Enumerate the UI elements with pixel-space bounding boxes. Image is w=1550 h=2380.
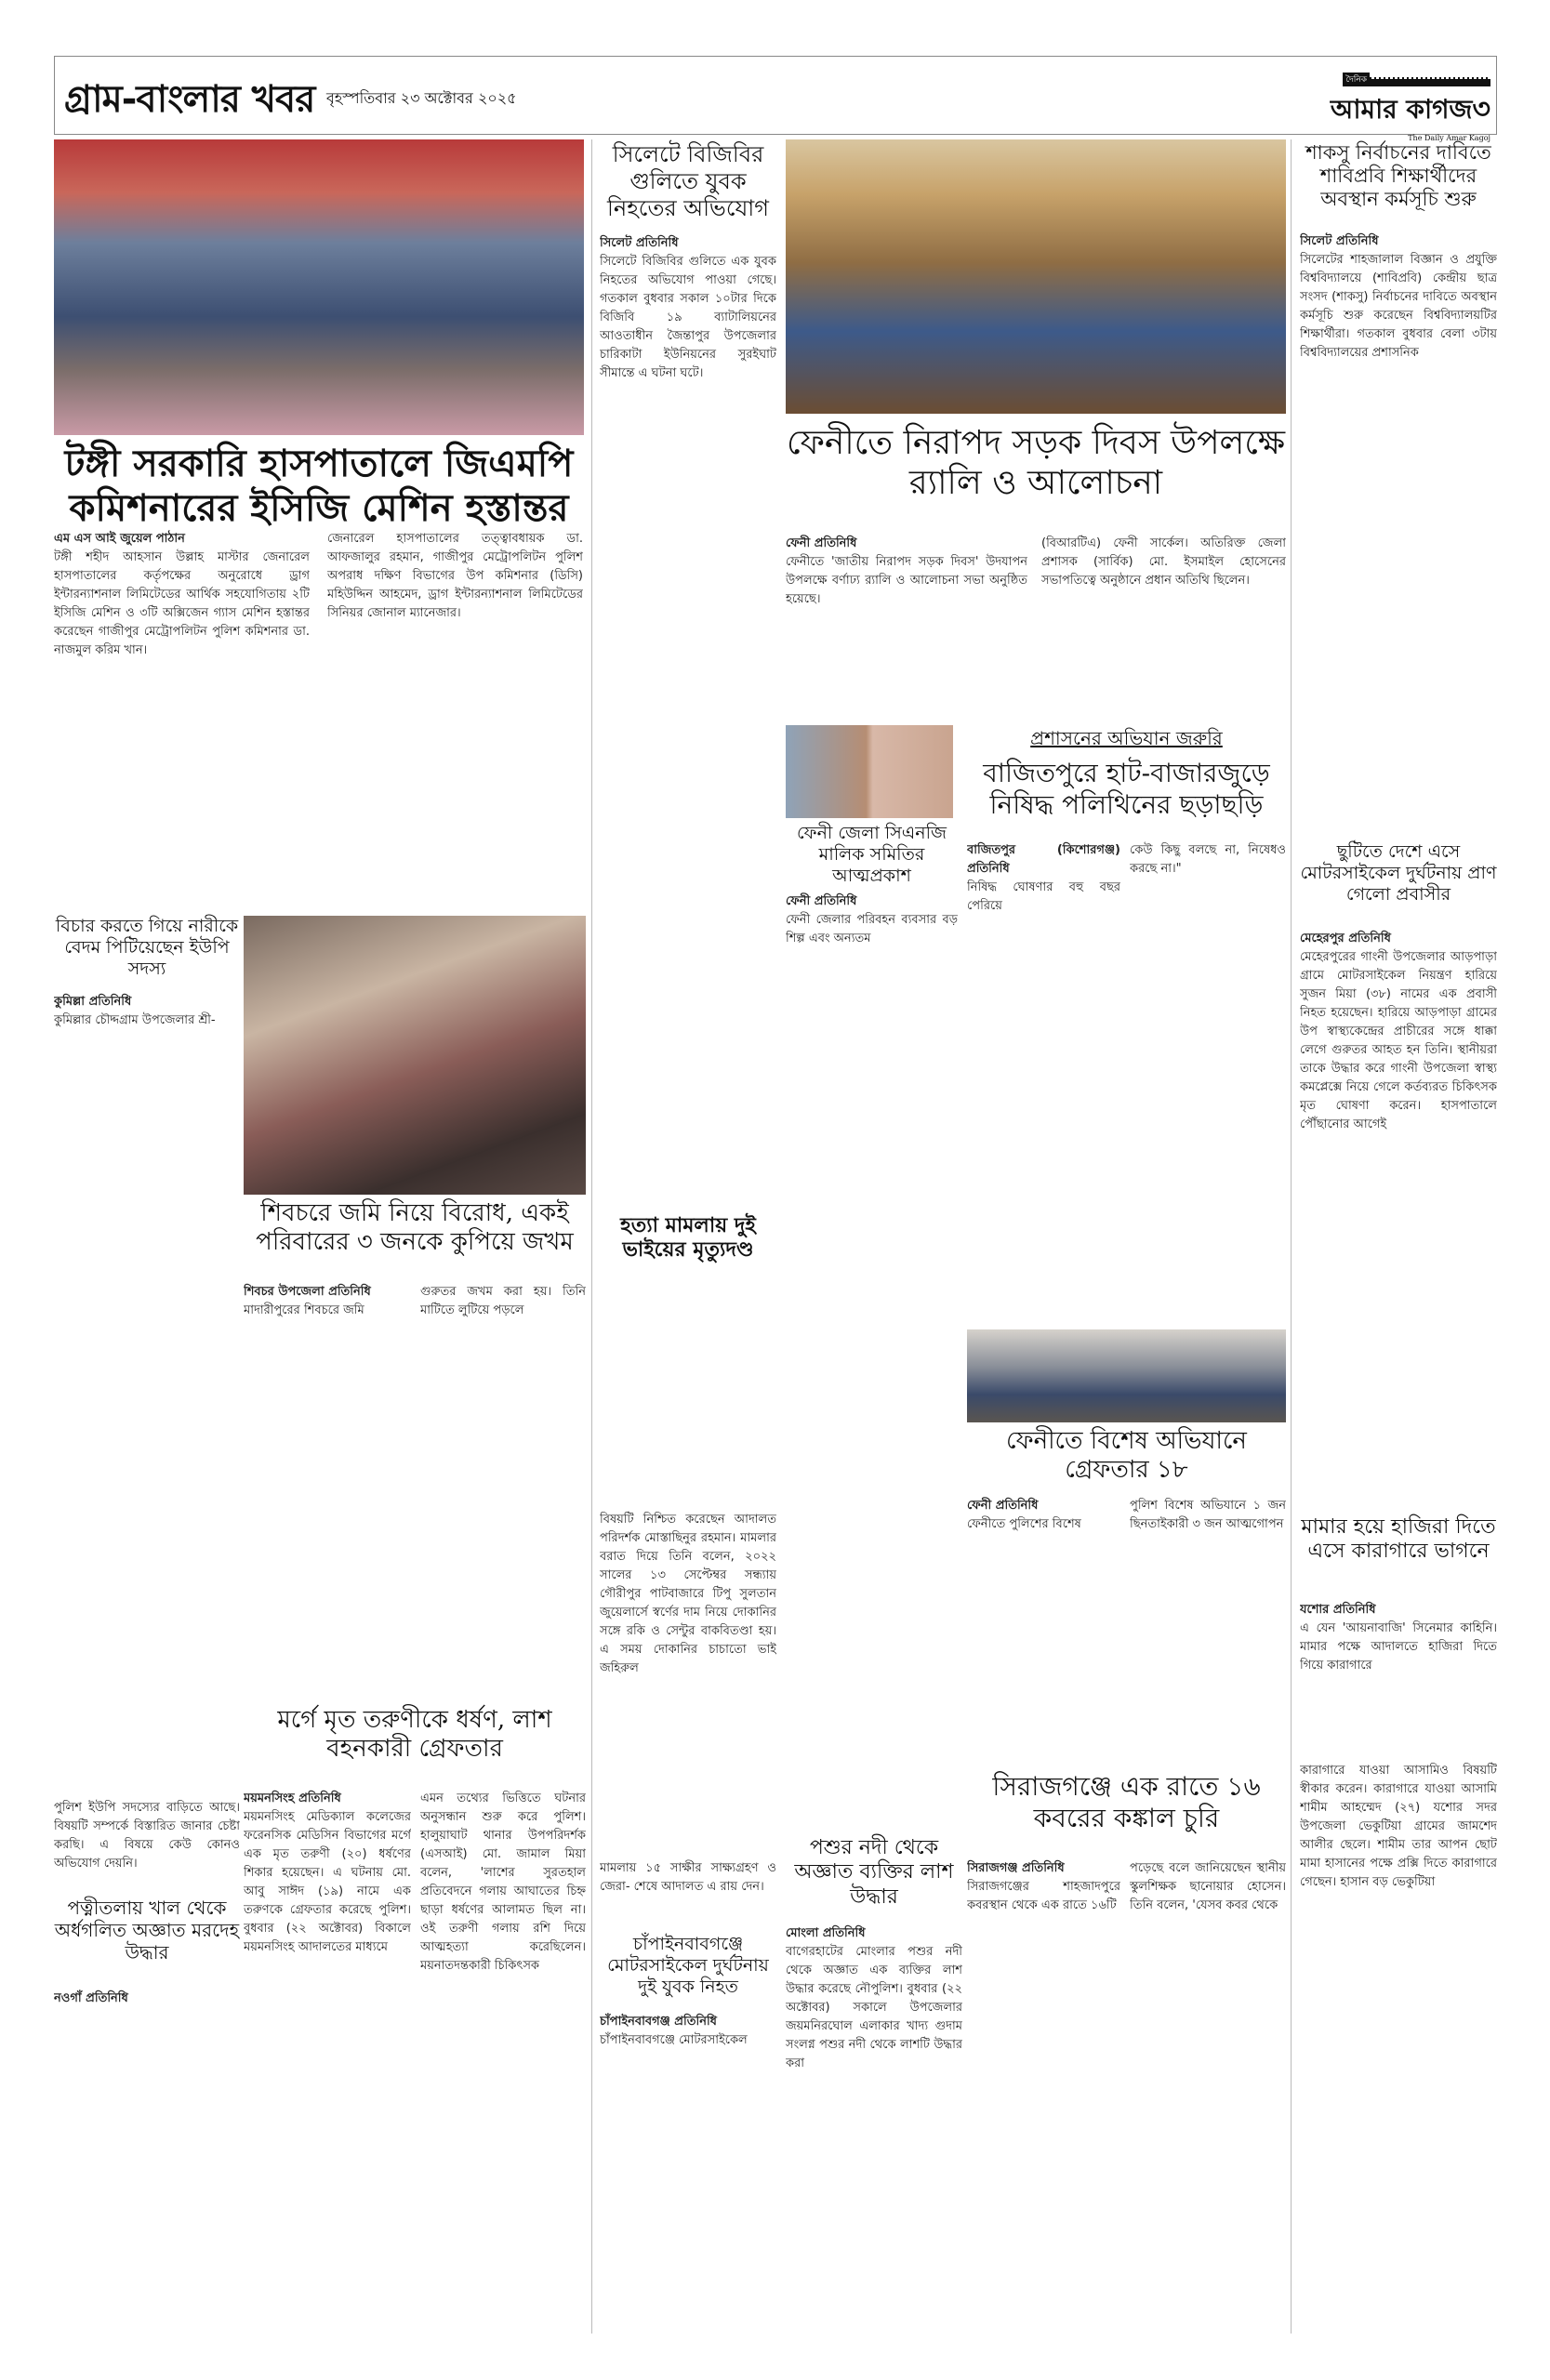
article-bicar-end (54, 1799, 240, 1897)
byline: ফেনী প্রতিনিধি (786, 536, 857, 550)
logo-small-text: দৈনিক (1343, 73, 1370, 86)
feni-road-safety-photo (786, 139, 1286, 414)
article-sirajganj-col2 (1130, 1859, 1286, 2329)
byline: নওগাঁ প্রতিনিধি (54, 1991, 128, 2005)
article-feni-road-col2 (1041, 535, 1286, 702)
byline: মেহেরপুর প্রতিনিধি (1300, 932, 1391, 945)
article-patnitala (54, 1990, 240, 2324)
column-rule (591, 139, 592, 2334)
article-body: পুলিশ বিশেষ অভিযানে ১ জন ছিনতাইকারী ৩ জন আত্মগোপন (1130, 1499, 1286, 1531)
article-body: সিলেটে বিজিবির গুলিতে এক যুবক নিহতের অভিযোগ পাওয়া গেছে। গতকাল বুধবার সকাল ১০টার দিকে বিজিবি ১৯ ব্যাটালিয়নের আওতাধীন জৈন্তাপুর উপজেলার চারিকাটা ইউনিয়নের সুরইঘাট সীমান্তে এ ঘটনা ঘটে। (600, 255, 776, 380)
byline: চাঁপাইনবাবগঞ্জ প্রতিনিধি (600, 2015, 717, 2029)
headline-shibchar: শিবচরে জমি নিয়ে বিরোধ, একই পরিবারের ৩ জনকে কুপিয়ে জখম (256, 1199, 574, 1257)
headline-mamar: মামার হয়ে হাজিরা দিতে এসে কারাগারে ভাগনে (1301, 1515, 1496, 1564)
article-body: কেউ কিছু বলছে না, নিষেধও করছে না।" (1130, 843, 1286, 876)
article-body: কুমিল্লার চৌদ্দগ্রাম উপজেলার শ্রী- (54, 1013, 216, 1027)
headline-morgue: মর্গে মৃত তরুণীকে ধর্ষণ, লাশ বহনকারী গ্রেফতার (277, 1706, 552, 1764)
article-body: বিষয়টি নিশ্চিত করেছেন আদালত পরিদর্শক মোস্তাছিনুর রহমান। মামলার বরাত দিয়ে তিনি বলেন, ২০২২ সালের ১৩ সেপ্টেম্বর সন্ধ্যায় গৌরীপুর পাটবাজারে টিপু সুলতান জুয়েলার্সে স্বর্ণের দাম নিয়ে দোকানির সঙ্গে রকি ও সেন্টুর বাকবিতণ্ডা হয়। এ সময় দোকানির চাচাতো ভাই জহিরুল (600, 1513, 776, 1675)
article-body: সিরাজগঞ্জের শাহজাদপুরে কবরস্থান থেকে এক রাতে ১৬টি (967, 1880, 1120, 1912)
article-hatya-end (600, 1859, 776, 1915)
issue-date: বৃহস্পতিবার ২৩ অক্টোবর ২০২৫ (326, 89, 517, 107)
byline: সিলেট প্রতিনিধি (1300, 234, 1379, 248)
article-body: পড়েছে বলে জানিয়েছেন স্থানীয় স্কুলশিক্ষক ছানোয়ার হোসেন। তিনি বলেন, 'যেসব কবর থেকে (1130, 1861, 1286, 1912)
byline: ফেনী প্রতিনিধি (967, 1499, 1039, 1513)
article-body: ময়মনসিংহ মেডিক্যাল কলেজের ফরেনসিক মেডিসিন বিভাগের মর্গে এক মৃত তরুণী (২০) ধর্ষণের শিকার হয়েছেন। এ ঘটনায় মো. আবু সাঈদ (১৯) নামে এক তরুণকে গ্রেফতার করেছে পুলিশ। বুধবার (২২ অক্টোবর) বিকালে ময়মনসিংহ আদালতের মাধ্যমে (244, 1810, 411, 1954)
logo-english: The Daily Amar Kagoj (1408, 134, 1490, 142)
column-rule (1291, 139, 1292, 2334)
masthead (54, 56, 1497, 142)
byline: ফেনী প্রতিনিধি (786, 894, 857, 908)
article-body: জেনারেল হাসপাতালের তত্ত্বাবধায়ক ডা. আফজালুর রহমান, গাজীপুর মেট্রোপলিটন পুলিশ অপরাধ দক্ষিণ বিভাগের উপ কমিশনার (ডিসি) মহিউদ্দিন আহমেদ, ড্রাগ ইন্টারন্যাশনাল লিমিটেডের সিনিয়র জোনাল ম্যানেজার। (327, 532, 583, 620)
article-feni-road-col1 (786, 535, 1027, 702)
cng-leaders-portraits (786, 725, 953, 818)
article-body: এমন তথ্যের ভিত্তিতে ঘটনার অনুসন্ধান শুরু করে পুলিশ। হালুয়াঘাট থানার উপপরিদর্শক (এসআই) মো. জামাল মিয়া বলেন, 'লাশের সুরতহাল প্রতিবেদনে গলায় আঘাতের চিহ্ন ছাড়া ধর্ষণের আলামত ছিল না। ওই তরুণী গলায় রশি দিয়ে আত্মহত্যা করেছিলেন। ময়নাতদন্তকারী চিকিৎসক (420, 1792, 586, 1973)
article-body: (বিআরটিএ) ফেনী সার্কেল। অতিরিক্ত জেলা প্রশাসক (সার্বিক) মো. ইসমাইল হোসেনের সভাপতিত্বে অনুষ্ঠানে প্রধান অতিথি ছিলেন। (1041, 536, 1286, 588)
article-body: মেহেরপুরের গাংনী উপজেলার আড়পাড়া গ্রামে মোটরসাইকেল নিয়ন্ত্রণ হারিয়ে সুজন মিয়া (৩৮) নামের এক প্রবাসী নিহত হয়েছেন। হারিয়ে আড়পাড়া গ্রামের উপ স্বাস্থ্যকেন্দ্রের প্রাচীরের সঙ্গে ধাক্কা লেগে গুরুতর আহত হন তিনি। স্থানীয়রা তাকে উদ্ধার করে গাংনী উপজেলা স্বাস্থ্য কমপ্লেক্সে নিয়ে গেলে কর্তব্যরত চিকিৎসক মৃত ঘোষণা করেন। হাসপাতালে পৌঁছানোর আগেই (1300, 950, 1497, 1131)
byline: শিবচর উপজেলা প্রতিনিধি (244, 1285, 371, 1299)
article-body: মাদারীপুরের শিবচরে জমি (244, 1303, 364, 1317)
feni-arrestees-photo (967, 1329, 1286, 1422)
tongi-ceremony-photo (54, 139, 584, 435)
byline: কুমিল্লা প্রতিনিধি (54, 995, 132, 1009)
page-number: ৩ (1472, 93, 1490, 126)
byline: যশোর প্রতিনিধি (1300, 1603, 1376, 1617)
logo-name: আমার কাগজ (1330, 94, 1473, 125)
article-bajitpur-col2 (1130, 841, 1286, 1325)
section-title: গ্রাম-বাংলার খবর (64, 78, 315, 121)
headline-chhuti: ছুটিতে দেশে এসে মোটরসাইকেল দুর্ঘটনায় প্রাণ গেলো প্রবাসীর (1300, 841, 1497, 905)
byline: এম এস আই জুয়েল পাঠান (54, 532, 185, 546)
article-tongi-col2 (327, 530, 583, 902)
article-feni-drive-col1 (967, 1497, 1120, 1757)
article-body: গুরুতর জখম করা হয়। তিনি মাটিতে লুটিয়ে পড়লে (420, 1285, 586, 1317)
article-morgue-col2 (420, 1790, 586, 2329)
article-sirajganj-col1 (967, 1859, 1120, 2329)
article-body: নিষিদ্ধ ঘোষণার বহু বছর পেরিয়ে (967, 880, 1120, 913)
injured-woman-photo (244, 916, 586, 1195)
article-mamar-cont (1300, 1762, 1497, 2320)
headline-bicar: বিচার করতে গিয়ে নারীকে বেদম পিটিয়েছেন ইউপি সদস্য (55, 916, 239, 979)
article-body: কারাগারে যাওয়া আসামিও বিষয়টি স্বীকার করেন। কারাগারে যাওয়া আসামি শামীম আহম্মেদ (২৭) যশোর সদর উপজেলা ভেকুটিয়া গ্রামের জামশেদ আলীর ছেলে। শামীম তার আপন ছোট মামা হাসানের পক্ষে প্রক্সি দিতে কারাগারে গেছেন। হাসান বড় ভেকুটিয়া (1300, 1764, 1497, 1889)
headline-chapai: চাঁপাইনবাবগঞ্জে মোটরসাইকেল দুর্ঘটনায় দুই যুবক নিহত (607, 1934, 769, 1997)
article-body: বাগেরহাটের মোংলার পশুর নদী থেকে অজ্ঞাত এক ব্যক্তির লাশ উদ্ধার করেছে নৌপুলিশ। বুধবার (২২ অক্টোবর) সকালে উপজেলার জয়মনিরঘোল এলাকার খাদ্য গুদাম সংলগ্ন পশুর নদী থেকে লাশটি উদ্ধার করা (786, 1945, 962, 2070)
article-shakshu (1300, 232, 1497, 827)
skyline-icon (1370, 77, 1490, 86)
article-body: ফেনীতে পুলিশের বিশেষ (967, 1517, 1081, 1531)
headline-cng: ফেনী জেলা সিএনজি মালিক সমিতির আত্মপ্রকাশ (796, 823, 947, 886)
kicker-bajitpur: প্রশাসনের অভিযান জরুরি (1030, 727, 1223, 749)
headline-sylhet-bgb: সিলেটে বিজিবির গুলিতে যুবক নিহতের অভিযোগ (607, 141, 769, 221)
newspaper-logo (1305, 68, 1490, 142)
headline-bajitpur: বাজিতপুরে হাট-বাজারজুড়ে নিষিদ্ধ পলিথিনের ছড়াছড়ি (983, 758, 1270, 820)
article-body: চাঁপাইনবাবগঞ্জে মোটরসাইকেল (600, 2033, 748, 2047)
article-body: সিলেটের শাহজালাল বিজ্ঞান ও প্রযুক্তি বিশ্ববিদ্যালয়ে (শাবিপ্রবি) কেন্দ্রীয় ছাত্র সংসদ (শাকসু) নির্বাচনের দাবিতে অবস্থান কর্মসূচি শুরু করেছেন বিশ্ববিদ্যালয়টির শিক্ষার্থীরা। গতকাল বুধবার বেলা ৩টায় বিশ্ববিদ্যালয়ের প্রশাসনিক (1300, 253, 1497, 360)
article-shibchar-col2 (420, 1283, 586, 1673)
article-body: ফেনী জেলার পরিবহন ব্যবসার বড় শিল্প এবং অন্যতম (786, 913, 958, 945)
article-hatya (600, 1511, 776, 1864)
article-chapai (600, 2013, 776, 2329)
headline-tongi: টঙ্গী সরকারি হাসপাতালে জিএমপি কমিশনারের ইসিজি মেশিন হস্তান্তর (64, 442, 574, 530)
article-tongi-col1 (54, 530, 310, 902)
article-chhuti (1300, 930, 1497, 1515)
article-body: এ যেন 'আয়নাবাজি' সিনেমার কাহিনি। মামার পক্ষে আদালতে হাজিরা দিতে গিয়ে কারাগারে (1300, 1621, 1497, 1673)
article-bicar (54, 993, 240, 1802)
article-body: ফেনীতে 'জাতীয় নিরাপদ সড়ক দিবস' উদযাপন উপলক্ষে বর্ণাঢ্য র‍্যালি ও আলোচনা সভা অনুষ্ঠিত হয়েছে। (786, 555, 1027, 606)
byline: বাজিতপুর (কিশোরগঞ্জ) প্রতিনিধি (967, 843, 1120, 876)
article-shibchar-col1 (244, 1283, 411, 1673)
article-body: পুলিশ ইউপি সদস্যের বাড়িতে আছে। বিষয়টি সম্পর্কে বিস্তারিত জানার চেষ্টা করছি। এ বিষয়ে কেউ কোনও অভিযোগ দেয়নি। (54, 1801, 240, 1871)
byline: সিরাজগঞ্জ প্রতিনিধি (967, 1861, 1065, 1875)
headline-sirajganj: সিরাজগঞ্জে এক রাতে ১৬ কবরের কঙ্কাল চুরি (992, 1771, 1261, 1833)
byline: ময়মনসিংহ প্রতিনিধি (244, 1792, 341, 1805)
article-sylhet-bgb (600, 234, 776, 899)
headline-hatya: হত্যা মামলায় দুই ভাইয়ের মৃত্যুদণ্ড (620, 1213, 756, 1263)
headline-patnitala: পত্নীতলায় খাল থেকে অর্ধগলিত অজ্ঞাত মরদেহ উদ্ধার (54, 1897, 240, 1964)
article-cng (786, 892, 958, 1413)
headline-feni-drive: ফেনীতে বিশেষ অভিযানে গ্রেফতার ১৮ (1006, 1427, 1247, 1485)
headline-pashur: পশুর নদী থেকে অজ্ঞাত ব্যক্তির লাশ উদ্ধার (794, 1836, 954, 1909)
article-bajitpur-col1 (967, 841, 1120, 1325)
byline: মোংলা প্রতিনিধি (786, 1926, 866, 1940)
headline-feni-road: ফেনীতে নিরাপদ সড়ক দিবস উপলক্ষে র‍্যালি ও আলোচনা (787, 424, 1285, 503)
headline-shakshu: শাকসু নির্বাচনের দাবিতে শাবিপ্রবি শিক্ষার্থীদের অবস্থান কর্মসূচি শুরু (1305, 141, 1491, 211)
article-pashur (786, 1924, 962, 2329)
byline: সিলেট প্রতিনিধি (600, 236, 679, 250)
article-mamar (1300, 1601, 1497, 1764)
article-feni-drive-col2 (1130, 1497, 1286, 1757)
article-body: টঙ্গী শহীদ আহসান উল্লাহ মাস্টার জেনারেল হাসপাতালের কর্তৃপক্ষের অনুরোধে ড্রাগ ইন্টারন্যাশনাল লিমিটেডের আর্থিক সহযোগিতায় ২টি ইসিজি মেশিন ও ৩টি অক্সিজেন গ্যাস মেশিন হস্তান্তর করেছেন গাজীপুর মেট্রোপলিটন পুলিশ কমিশনার ডা. নাজমুল করিম খান। (54, 550, 310, 657)
article-body: মামলায় ১৫ সাক্ষীর সাক্ষ্যগ্রহণ ও জেরা- শেষে আদালত এ রায় দেন। (600, 1861, 776, 1894)
article-morgue-col1 (244, 1790, 411, 2329)
